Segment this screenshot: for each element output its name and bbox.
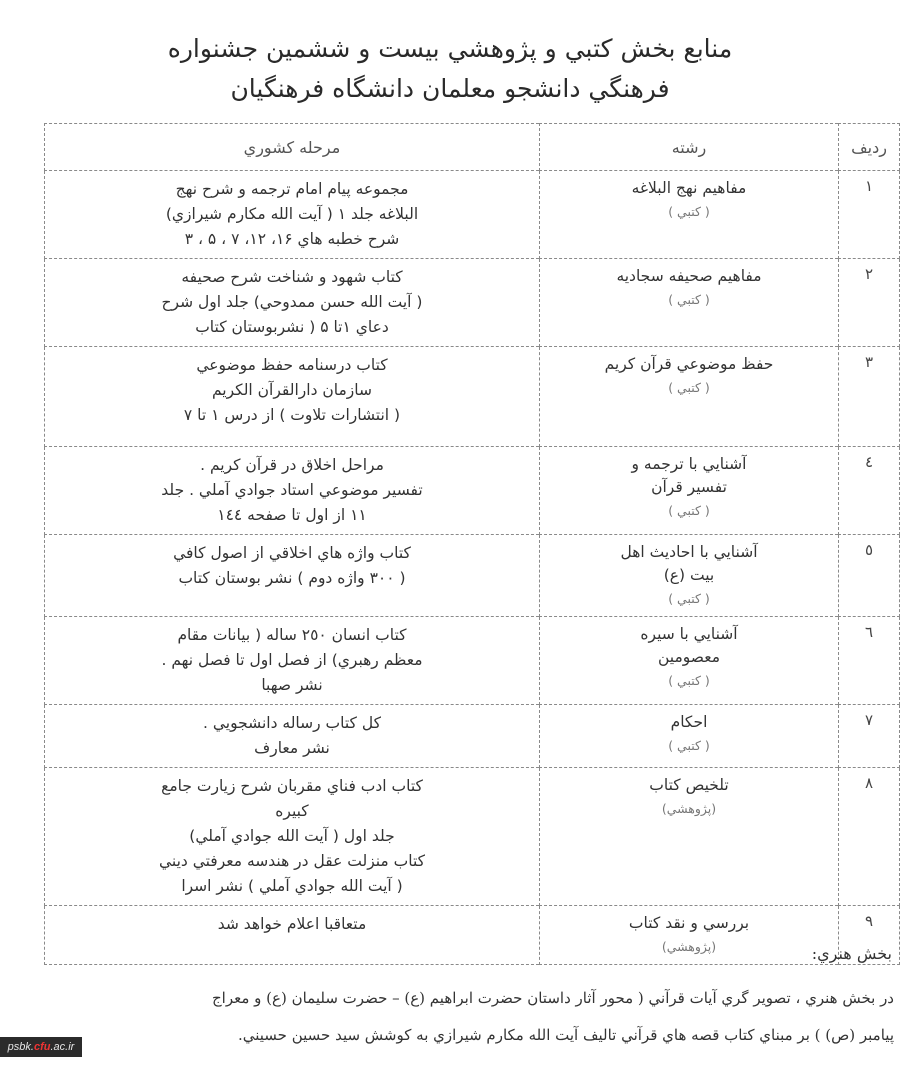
table-row: [45, 171, 900, 259]
field-name-line: معصومين: [657, 648, 720, 666]
field-type-tag: ( کتبي ): [668, 204, 710, 219]
field-type-tag: ( کتبي ): [668, 503, 710, 518]
watermark-accent: cfu: [33, 1041, 51, 1053]
table-row: [45, 705, 900, 768]
field-type-tag: ( کتبي ): [668, 591, 710, 606]
source-line: نشر صهبا: [261, 676, 323, 694]
source-cell: [45, 768, 540, 906]
field-cell: [540, 535, 839, 617]
table-row: [45, 535, 900, 617]
field-name-line: مفاهيم صحيفه سجاديه: [616, 267, 762, 285]
field-cell: [540, 447, 839, 535]
field-cell: [540, 906, 839, 965]
art-section-line2: پيامبر (ص) ) بر مبناي کتاب قصه هاي قرآني تاليف آيت الله مکارم شيرازي به کوشش سيد حسين حسيني.: [237, 1026, 894, 1044]
row-number: ۸: [839, 768, 900, 906]
source-cell: [45, 447, 540, 535]
row-number: ۷: [839, 705, 900, 768]
field-type-tag: ( کتبي ): [668, 292, 710, 307]
header-field: رشته: [540, 124, 839, 171]
field-name-line: آشنايي با ترجمه و: [631, 455, 747, 473]
source-line: ( انتشارات تلاوت ) از درس ۱ تا ۷: [183, 406, 401, 424]
field-cell: [540, 259, 839, 347]
source-line: معظم رهبري) از فصل اول تا فصل نهم .: [161, 651, 423, 669]
source-line: ( ۳۰۰ واژه دوم ) نشر بوستان کتاب: [178, 569, 406, 587]
document-title-line2: فرهنگي دانشجو معلمان دانشگاه فرهنگيان: [230, 74, 670, 103]
source-line: مراحل اخلاق در قرآن کريم .: [200, 456, 384, 474]
document-title-line1: منابع بخش کتبي و پژوهشي بيست و ششمين جشنواره: [167, 34, 733, 63]
source-cell: [45, 347, 540, 447]
source-line: کتاب منزلت عقل در هندسه معرفتي ديني: [158, 852, 426, 870]
source-line: کتاب درسنامه حفظ موضوعي: [196, 356, 388, 374]
source-line: کبيره: [275, 802, 309, 820]
field-name-line: بيت (ع): [663, 566, 715, 584]
row-number: ۱: [839, 171, 900, 259]
source-line: کتاب انسان ۲٥۰ ساله ( بيانات مقام: [177, 626, 407, 644]
source-line: کل کتاب رساله دانشجويي .: [203, 714, 381, 732]
source-line: ۱۱ از اول تا صفحه ۱٤٤: [217, 506, 367, 524]
field-name-line: احکام: [670, 713, 708, 731]
row-number: ۲: [839, 259, 900, 347]
source-line: شرح خطبه هاي ۱۶، ۱۲، ۷ ، ۵ ، ۳: [184, 230, 400, 248]
table-header-row: [45, 124, 900, 171]
source-line: کتاب شهود و شناخت شرح صحيفه: [181, 268, 403, 286]
source-cell: [45, 259, 540, 347]
field-cell: [540, 705, 839, 768]
field-name-line: آشنايي با سيره: [640, 625, 738, 643]
row-number: ٦: [839, 617, 900, 705]
source-line: کتاب ادب فناي مقربان شرح زيارت جامع: [161, 777, 423, 795]
table-row: [45, 259, 900, 347]
source-line: متعاقبا اعلام خواهد شد: [217, 915, 367, 933]
field-cell: [540, 347, 839, 447]
site-watermark: [0, 1037, 82, 1057]
source-line: سازمان دارالقرآن الکريم: [211, 381, 373, 399]
field-cell: [540, 171, 839, 259]
field-type-tag: (پژوهشي): [661, 939, 717, 954]
watermark-suffix: .ac.ir: [50, 1041, 75, 1053]
source-line: جلد اول ( آيت الله جوادي آملي): [189, 827, 395, 845]
row-number: ٥: [839, 535, 900, 617]
source-line: دعاي ۱تا ۵ ( نشربوستان کتاب: [195, 318, 389, 336]
source-cell: [45, 535, 540, 617]
source-cell: [45, 906, 540, 965]
source-line: تفسير موضوعي استاد جوادي آملي . جلد: [161, 481, 423, 499]
field-type-tag: (پژوهشي): [661, 801, 717, 816]
source-line: مجموعه پيام امام ترجمه و شرح نهج: [175, 180, 409, 198]
source-line: ( آيت الله حسن ممدوحي) جلد اول شرح: [161, 293, 423, 311]
sources-table: [44, 123, 900, 965]
source-line: نشر معارف: [254, 739, 330, 757]
row-number: ٤: [839, 447, 900, 535]
row-number: ۹: [839, 906, 900, 965]
table-row: [45, 768, 900, 906]
header-source: مرحله کشوري: [45, 124, 540, 171]
table-row: [45, 447, 900, 535]
field-name-line: تفسير قرآن: [651, 478, 727, 496]
source-cell: [45, 617, 540, 705]
source-line: کتاب واژه هاي اخلاقي از اصول کافي: [173, 544, 411, 562]
field-type-tag: ( کتبي ): [668, 738, 710, 753]
header-num: رديف: [839, 124, 900, 171]
field-type-tag: ( کتبي ): [668, 380, 710, 395]
field-name-line: آشنايي با احاديث اهل: [620, 543, 758, 561]
field-cell: [540, 768, 839, 906]
source-cell: [45, 705, 540, 768]
field-name-line: مفاهيم نهج البلاغه: [631, 179, 747, 197]
table-body: [45, 171, 900, 965]
art-section-heading: بخش هنري:: [811, 944, 892, 963]
art-section-line1: در بخش هنري ، تصوير گري آيات قرآني ( محور آثار داستان حضرت ابراهيم (ع) – حضرت سليمان (ع) و معراج: [211, 989, 894, 1007]
table-row: [45, 347, 900, 447]
source-line: ( آيت الله جوادي آملي ) نشر اسرا: [181, 877, 403, 895]
field-type-tag: ( کتبي ): [668, 673, 710, 688]
source-line: البلاغه جلد ۱ ( آيت الله مکارم شيرازي): [165, 205, 419, 223]
field-name-line: بررسي و نقد کتاب: [628, 914, 750, 932]
field-name-line: تلخيص کتاب: [649, 776, 729, 794]
field-cell: [540, 617, 839, 705]
row-number: ۳: [839, 347, 900, 447]
source-cell: [45, 171, 540, 259]
table-row: [45, 617, 900, 705]
table-row: [45, 906, 900, 965]
watermark-prefix: psbk.: [7, 1041, 34, 1053]
field-name-line: حفظ موضوعي قرآن کريم: [604, 355, 774, 373]
